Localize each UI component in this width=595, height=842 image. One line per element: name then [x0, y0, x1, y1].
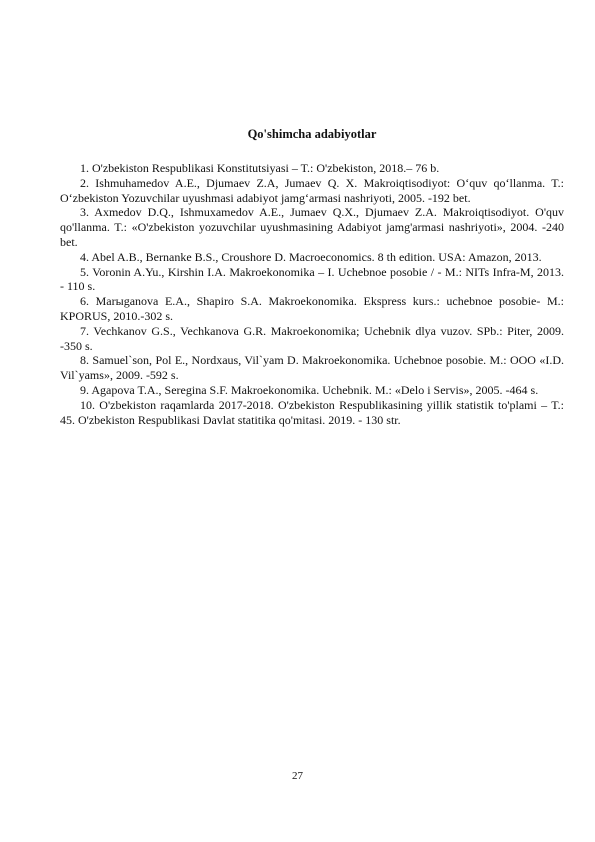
reference-item: 6. Marыganova E.A., Shapiro S.A. Makroekonomika. Ekspress kurs.: uchebnoe posobie- M.: KPORUS, 2010.-302 s.: [60, 294, 564, 323]
reference-item: 10. O'zbekiston raqamlarda 2017-2018. O'zbekiston Respublikasining yillik statistik to'plami – T.: 45. O'zbekiston Respublikasi Davlat statitika qo'mitasi. 2019. - 130 str.: [60, 397, 564, 427]
reference-item: 8. Samuel`son, Pol E., Nordxaus, Vil`yam D. Makroekonomika. Uchebnoe posobie. M.: OOO «I.D. Vil`yams», 2009. -592 s.: [60, 353, 564, 383]
reference-item: 5. Voronin A.Yu., Kirshin I.A. Makroekonomika – I. Uchebnoe posobie / - M.: NITs Infra-M, 2013. - 110 s.: [60, 264, 564, 294]
reference-item: 4. Abel A.B., Bernanke B.S., Croushore D. Macroeconomics. 8 th edition. USA: Amazon, 2013.: [80, 249, 542, 264]
reference-item: 1. O'zbekiston Respublikasi Konstitutsiyasi – T.: O'zbekiston, 2018.– 76 b.: [80, 161, 440, 175]
reference-item: 2. Ishmuhamedov A.E., Djumaev Z.A, Jumaev Q. X. Makroiqtisodiyot: O‘quv qo‘llanma. T.: O‘zbekiston Yozuvchilar uyushmasi adabiyot jamg‘armasi nashriyoti, 2005. -192 bet.: [60, 175, 564, 205]
reference-item: 9. Agapova T.A., Seregina S.F. Makroekonomika. Uchebnik. M.: «Delo i Servis», 2005. -464 s.: [80, 382, 539, 397]
page-number: 27: [292, 770, 303, 782]
reference-list: [60, 161, 564, 427]
reference-item: 3. Axmedov D.Q., Ishmuxamedov A.E., Jumaev Q.X., Djumaev Z.A. Makroiqtisodiyot. O'quv qo'llanma. T.: «O'zbekiston yozuvchilar uyushmasining Adabiyot jamg'armasi nashriyoti», 2004. -240 bet.: [60, 205, 564, 249]
section-heading: Qo'shimcha adabiyotlar: [247, 127, 377, 141]
reference-item: 7. Vechkanov G.S., Vechkanova G.R. Makroekonomika; Uchebnik dlya vuzov. SPb.: Piter, 2009. -350 s.: [60, 323, 564, 353]
